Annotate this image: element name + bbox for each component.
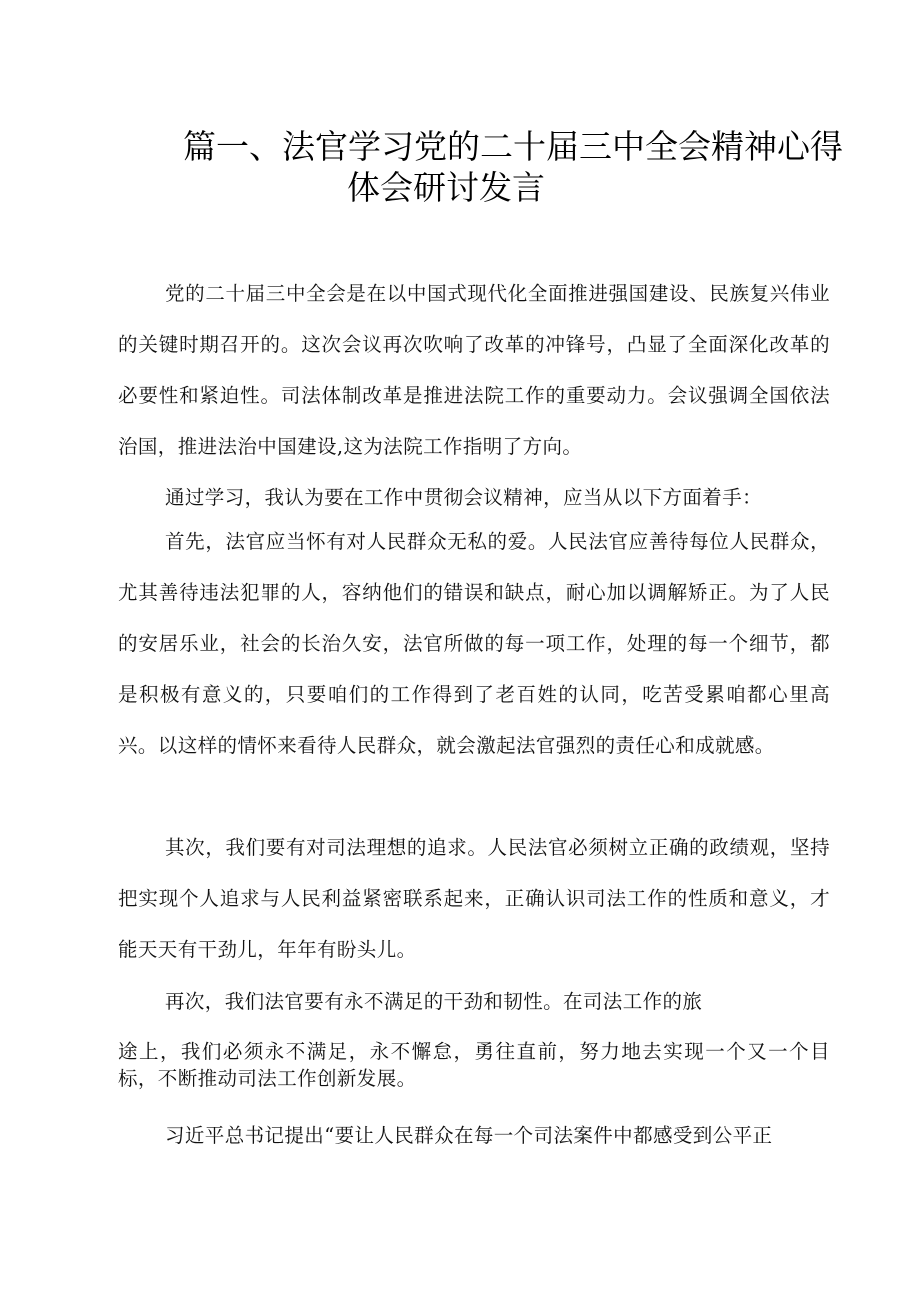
- paragraph-third-point-continued: 途上，我们必须永不满足，永不懈怠，勇往直前，努力地去实现一个又一个目标，不断推动司法工作创新发展。: [118, 1040, 830, 1090]
- paragraph-first-point: 首先，法官应当怀有对人民群众无私的爱。人民法官应善待每位人民群众，尤其善待违法犯罪的人，容纳他们的错误和缺点，耐心加以调解矫正。为了人民的安居乐业，社会的长治久安，法官所做的每一项工作，处理的每一个细节，都是积极有意义的，只要咱们的工作得到了老百姓的认同，吃苦受累咱都心里高兴。以这样的情怀来看待人民群众，就会激起法官强烈的责任心和成就感。: [118, 530, 830, 757]
- title-line-2: 体会研讨发言: [347, 167, 545, 207]
- paragraph-intro: 党的二十届三中全会是在以中国式现代化全面推进强国建设、民族复兴伟业的关键时期召开的。这次会议再次吹响了改革的冲锋号，凸显了全面深化改革的必要性和紧迫性。司法体制改革是推进法院工作的重要动力。会议强调全国依法治国，推进法治中国建设,这为法院工作指明了方向。: [118, 282, 830, 458]
- document-title: [183, 127, 843, 207]
- title-line-1: 篇一、法官学习党的二十届三中全会精神心得: [183, 127, 843, 166]
- paragraph-quote-start: 习近平总书记提出“要让人民群众在每一个司法案件中都感受到公平正: [165, 1124, 773, 1147]
- paragraph-approach: 通过学习，我认为要在工作中贯彻会议精神，应当从以下方面着手：: [165, 486, 763, 509]
- paragraph-third-point-start: 再次，我们法官要有永不满足的干劲和韧性。在司法工作的旅: [165, 990, 703, 1013]
- paragraph-second-point: 其次，我们要有对司法理想的追求。人民法官必须树立正确的政绩观，坚持把实现个人追求与人民利益紧密联系起来，正确认识司法工作的性质和意义，才能天天有干劲儿，年年有盼头儿。: [118, 836, 830, 961]
